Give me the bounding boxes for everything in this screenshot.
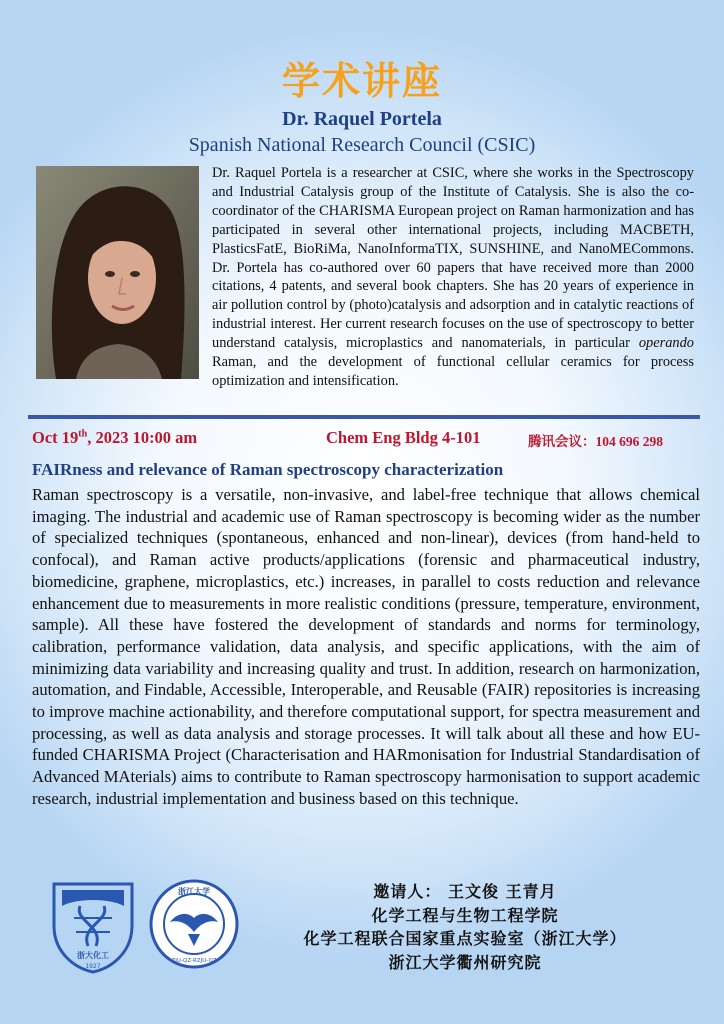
- college-logo: [44, 876, 142, 974]
- event-date: [32, 428, 197, 448]
- meeting-label: 腾讯会议：: [528, 434, 596, 450]
- speaker-photo: [36, 166, 199, 379]
- bio-text-part2: Raman, and the development of functional cellular ceramics for process optimization and intensification.: [212, 354, 694, 389]
- host-info: [260, 880, 670, 974]
- talk-title: FAIRness and relevance of Raman spectroscopy characterization: [32, 460, 504, 479]
- event-date-suffix-sup: th: [78, 428, 88, 440]
- college-logo-cn-text: 浙大化工: [77, 951, 109, 960]
- lab-emblem-icon: [148, 878, 240, 970]
- speaker-name: Dr. Raquel Portela: [282, 108, 442, 130]
- speaker-organization: Spanish National Research Council (CSIC): [188, 134, 536, 156]
- bio-text-part1: Dr. Raquel Portela is a researcher at CSIC, where she works in the Spectroscopy and Industrial Catalysis group of the Institute of Catalysis. She is also the co-coordinator of the CHARISMA European project on Raman harmonization and has participated in several other international projects, including MACBETH, PlasticsFatE, BioRiMa, NanoInformaTIX, SUNSHINE, and NanoMECommons. Dr. Portela has co-authored over 60 papers that have received more than 2000 citations, 4 patents, and several book chapters. She has 20 years of experience in air pollution control by (photo)catalysis and adsorption and in catalytic reactions of industrial interest. Her current research focuses on the use of spectroscopy to better understand catalysis, microplastics and nanomaterials, in particular: [212, 165, 694, 352]
- lab-logo-cn-text: 浙江大学: [178, 887, 210, 896]
- speaker-portrait-image: [36, 166, 199, 379]
- event-meeting: [528, 430, 663, 450]
- meeting-id: 104 696 298: [595, 434, 663, 449]
- event-date-prefix: Oct 19: [32, 428, 79, 447]
- bio-emphasis: operando: [638, 335, 694, 352]
- host-college: 化学工程与生物工程学院: [371, 905, 559, 925]
- speaker-bio: [212, 164, 694, 391]
- section-divider: [28, 415, 700, 419]
- event-date-time: , 2023 10:00 am: [87, 428, 198, 447]
- host-lab: 化学工程联合国家重点实验室（浙江大学）: [303, 929, 627, 948]
- college-logo-year: 1927: [85, 963, 101, 970]
- inviter-line: 邀请人： 王文俊 王青月: [373, 882, 557, 901]
- poster-title: 学术讲座: [281, 59, 442, 103]
- host-institute: 浙江大学衢州研究院: [388, 952, 542, 972]
- college-emblem-icon: [44, 876, 142, 974]
- lab-logo-bottom-text: ZJU-QZ-RZJU-QZ: [171, 958, 217, 964]
- lab-logo: [148, 878, 240, 970]
- event-location: Chem Eng Bldg 4-101: [326, 428, 481, 447]
- talk-abstract: Raman spectroscopy is a versatile, non-invasive, and label-free technique that allows chemical imaging. The industrial and academic use of Raman spectroscopy is becoming wider as the number of specialized techniques (spontaneous, enhanced and non-linear), devices (from hand-held to confocal), and Raman active products/applications (forensic and pharmaceutical industry, biomedicine, graphene, microplastics, etc.) increases, in parallel to costs reduction and relevance enhancement due to measurements in more realistic conditions (pressure, temperature, environment, sample). All these have fostered the development of standards and norms for terminology, calibration, performance validation, data analysis, and specific applications, with the aim of minimizing data variability and increasing quality and trust. In addition, research on harmonization, automation, and Findable, Accessible, Interoperable, and Reusable (FAIR) repositories is increasing to improve machine actionability, and therefore computational support, for spectra measurement and processing, as well as data analysis and storage processes. It will talk about all these and how EU-funded CHARISMA Project (Characterisation and HARmonisation for Industrial Standardisation of Advanced MAterials) aims to contribute to Raman spectroscopy harmonisation to support academic research, industrial implementation and business based on this technique.: [32, 485, 700, 808]
